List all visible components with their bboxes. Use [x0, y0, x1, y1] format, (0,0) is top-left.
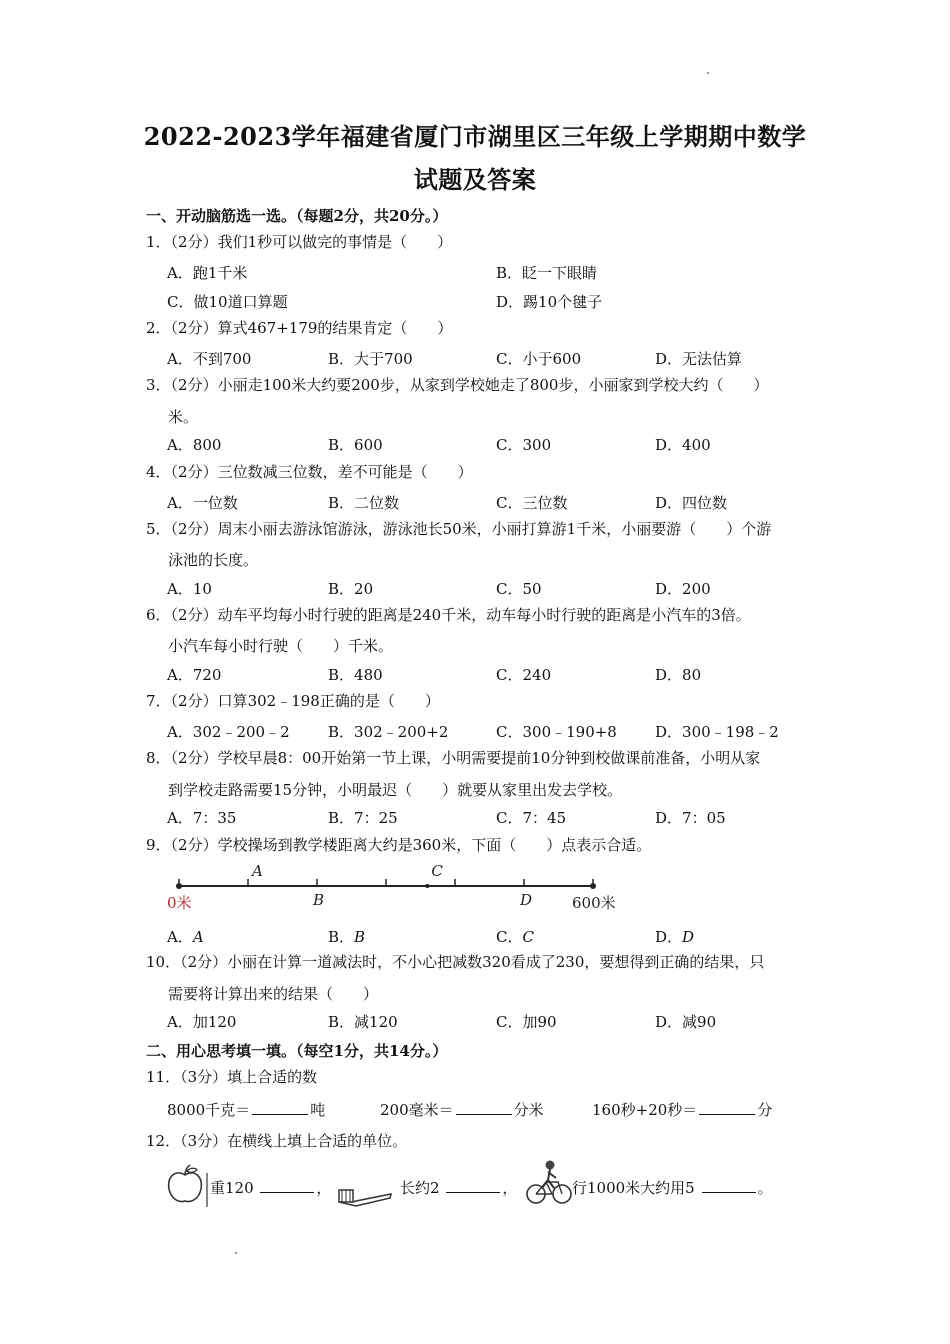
- option-letter: A: [192, 928, 204, 946]
- question-3: 3．（2分）小丽走100米大约要200步，从家到学校她走了800步，小丽家到学校大约（ ）: [146, 376, 769, 394]
- question-10: 10．（2分）小丽在计算一道减法时，不小心把减数320看成了230，要想得到正确的结果，只: [146, 953, 765, 971]
- option-prefix: B．: [328, 928, 355, 946]
- question-8-continued: 到学校走路需要15分钟，小明最迟（ ）就要从家里出发去学校。: [168, 781, 623, 799]
- answer-blank[interactable]: [252, 1100, 308, 1115]
- number-line-start-label: 0米: [167, 894, 192, 912]
- option-a: A．7：35: [167, 809, 237, 827]
- option-b: B．二位数: [328, 494, 400, 512]
- option-c: C．做10道口算题: [167, 293, 288, 311]
- bicycle-rider-icon: [526, 1158, 572, 1206]
- fill-suffix: 吨: [310, 1101, 326, 1119]
- option-d: D．四位数: [655, 494, 728, 512]
- question-8: 8．（2分）学校早晨8：00开始第一节上课，小明需要提前10分钟到校做课前准备，小明从家: [146, 749, 761, 767]
- option-d: D．7：05: [655, 809, 726, 827]
- section-heading-2: 二、用心思考填一填。（每空1分，共14分。）: [146, 1042, 448, 1060]
- number-line-point-label: C: [431, 862, 443, 880]
- option-b: B．480: [328, 666, 383, 684]
- option-a: A．不到700: [167, 350, 252, 368]
- question-5: 5．（2分）周末小丽去游泳馆游泳，游泳池长50米，小丽打算游1千米，小丽要游（ ）个游: [146, 520, 772, 538]
- fill-item: [380, 1099, 544, 1120]
- question-6-continued: 小汽车每小时行驶（ ）千米。: [168, 637, 394, 655]
- scan-dot: [235, 1252, 237, 1254]
- option-b: B．600: [328, 436, 383, 454]
- option-a: A．一位数: [167, 494, 238, 512]
- option-a: [167, 926, 204, 947]
- fill-suffix: 。: [757, 1179, 773, 1197]
- number-line-point-label: A: [252, 862, 263, 880]
- option-a: A．10: [167, 580, 212, 598]
- answer-blank[interactable]: [699, 1100, 755, 1115]
- fill-prefix: 重120: [210, 1179, 254, 1197]
- fill-prefix: 8000千克＝: [167, 1101, 251, 1119]
- option-c: C．加90: [496, 1013, 557, 1031]
- fill-item: [210, 1177, 331, 1198]
- question-2: 2．（2分）算式467+179的结果肯定（ ）: [146, 319, 453, 337]
- fill-suffix: ，: [502, 1179, 518, 1197]
- apple-icon: [163, 1163, 209, 1209]
- question-5-continued: 泳池的长度。: [168, 551, 259, 569]
- option-c: [496, 926, 534, 947]
- option-b: B．302﹣200+2: [328, 723, 449, 741]
- answer-blank[interactable]: [260, 1178, 314, 1193]
- option-c: C．240: [496, 666, 552, 684]
- option-b: B．7：25: [328, 809, 398, 827]
- option-a: A．跑1千米: [167, 264, 248, 282]
- option-c: C．小于600: [496, 350, 582, 368]
- option-prefix: A．: [167, 928, 193, 946]
- answer-blank[interactable]: [456, 1100, 512, 1115]
- option-d: D．300﹣198﹣2: [655, 723, 779, 741]
- option-d: D．200: [655, 580, 711, 598]
- option-letter: D: [682, 928, 695, 946]
- number-line-endpoint: [176, 883, 182, 889]
- option-b: [328, 926, 365, 947]
- option-d: D．无法估算: [655, 350, 743, 368]
- question-10-continued: 需要将计算出来的结果（ ）: [168, 985, 379, 1003]
- page-title: 2022-2023学年福建省厦门市湖里区三年级上学期期中数学: [143, 122, 807, 151]
- option-letter: B: [354, 928, 366, 946]
- option-d: D．踢10个毽子: [496, 293, 603, 311]
- fill-suffix: 分: [757, 1101, 773, 1119]
- toothbrush-icon: [336, 1182, 394, 1212]
- page-title-line2: 试题及答案: [413, 165, 537, 194]
- fill-item: [592, 1099, 772, 1120]
- number-line-point-label: B: [313, 891, 325, 909]
- option-b: B．20: [328, 580, 374, 598]
- fill-item: [167, 1099, 325, 1120]
- fill-suffix: ，: [316, 1179, 332, 1197]
- fill-prefix: 长约2: [400, 1179, 440, 1197]
- number-line-end-label: 600米: [572, 894, 616, 912]
- option-b: B．眨一下眼睛: [496, 264, 598, 282]
- option-a: A．302﹣200﹣2: [167, 723, 290, 741]
- option-prefix: D．: [655, 928, 683, 946]
- fill-item: [572, 1177, 773, 1198]
- option-c: C．50: [496, 580, 542, 598]
- option-letter: C: [522, 928, 534, 946]
- answer-blank[interactable]: [702, 1178, 756, 1193]
- option-a: A．720: [167, 666, 222, 684]
- number-line: [165, 858, 625, 918]
- option-c: C．7：45: [496, 809, 567, 827]
- option-prefix: C．: [496, 928, 523, 946]
- option-d: [655, 926, 694, 947]
- question-9: 9．（2分）学校操场到教学楼距离大约是360米，下面（ ）点表示合适。: [146, 836, 652, 854]
- question-1: 1．（2分）我们1秒可以做完的事情是（ ）: [146, 233, 453, 251]
- question-4: 4．（2分）三位数减三位数，差不可能是（ ）: [146, 463, 473, 481]
- option-b: B．减120: [328, 1013, 398, 1031]
- option-d: D．400: [655, 436, 711, 454]
- question-6: 6．（2分）动车平均每小时行驶的距离是240千米，动车每小时行驶的距离是小汽车的3倍。: [146, 606, 751, 624]
- answer-blank[interactable]: [446, 1178, 500, 1193]
- option-c: C．300: [496, 436, 552, 454]
- number-line-endpoint: [590, 883, 596, 889]
- option-b: B．大于700: [328, 350, 413, 368]
- number-line-point: [425, 884, 429, 888]
- fill-prefix: 200毫米＝: [380, 1101, 454, 1119]
- fill-suffix: 分米: [513, 1101, 544, 1119]
- option-c: C．三位数: [496, 494, 568, 512]
- question-12: 12．（3分）在横线上填上合适的单位。: [146, 1132, 408, 1150]
- question-7: 7．（2分）口算302﹣198正确的是（ ）: [146, 692, 440, 710]
- option-a: A．800: [167, 436, 222, 454]
- scan-dot: [707, 72, 709, 74]
- section-heading-1: 一、开动脑筋选一选。（每题2分，共20分。）: [146, 207, 448, 225]
- option-c: C．300﹣190+8: [496, 723, 617, 741]
- fill-prefix: 行1000米大约用5: [572, 1179, 695, 1197]
- question-3-continued: 米。: [168, 408, 199, 426]
- fill-item: [400, 1177, 517, 1198]
- option-d: D．80: [655, 666, 702, 684]
- fill-prefix: 160秒+20秒＝: [592, 1101, 698, 1119]
- option-d: D．减90: [655, 1013, 717, 1031]
- number-line-point-label: D: [520, 891, 533, 909]
- option-a: A．加120: [167, 1013, 237, 1031]
- question-11: 11．（3分）填上合适的数: [146, 1068, 318, 1086]
